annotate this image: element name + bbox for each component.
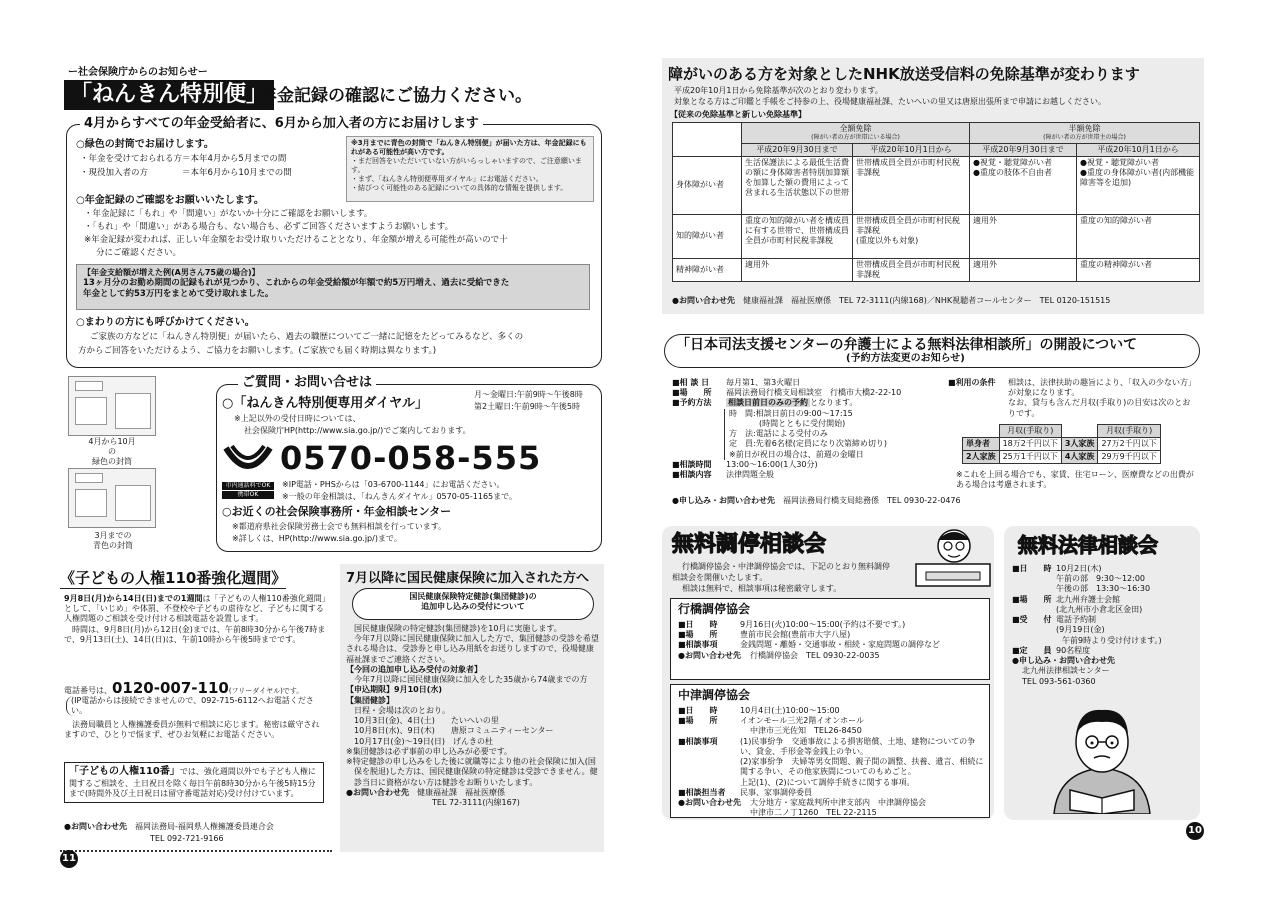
inc-head: 月収(手取り) xyxy=(999,425,1061,438)
v: (9月19日(金) xyxy=(1056,625,1105,635)
row-cell: 重度の知的障がい者 xyxy=(1077,214,1200,258)
nakatsu-details xyxy=(678,706,984,819)
kokuho-group-1: 10月3日(金)、4日(土) たいへいの里 xyxy=(354,716,499,726)
office-heading: ○お近くの社会保険事務所・年金相談センター xyxy=(222,505,452,518)
full-sub: (障がい者の方が世帯にいる場合) xyxy=(811,134,900,141)
kokuho-contact-tel: TEL 72-3111(内線167) xyxy=(432,797,520,807)
outside-hours-2: 社会保険庁HP(http://www.sia.go.jp/)でご案内しております。 xyxy=(244,426,471,435)
v: 豊前市民会館(豊前市大字八屋) xyxy=(740,630,851,640)
k: ■相談事項 xyxy=(678,640,718,650)
page-number-right: 10 xyxy=(1186,822,1204,840)
row-label: 身体障がい者 xyxy=(673,156,742,214)
k: ■受 付 xyxy=(1012,615,1052,625)
kokuho-group-head: 【集団健診】 xyxy=(346,695,394,705)
note-line-1: ・まだ回答をいただいていない方がいらっしゃいますので、ご注意願います。 xyxy=(351,157,582,175)
d: 時 間:相談日前日の9:00～17:15 xyxy=(729,408,853,418)
nhk-full-header xyxy=(742,123,970,144)
jinken-contact xyxy=(64,822,274,832)
nhk-p2: 対象となる方はご印鑑と手帳をご持参の上、役場健康福祉課、たいへいの里又は唐原出張所まで申請にお越しください。 xyxy=(674,97,1106,106)
v: 民事、家事調停委員 xyxy=(740,787,812,797)
houterasu-contact xyxy=(672,496,961,506)
v: 行橋調停協会 TEL 0930-22-0035 xyxy=(750,650,880,660)
nenkin-kicker: ー社会保険庁からのお知らせー xyxy=(68,67,208,78)
k: ■日 時 xyxy=(678,706,718,715)
green-envelope-heading: ○緑色の封筒でお届けします。 xyxy=(76,139,214,150)
houterasu-contact-label: ●申し込み・お問い合わせ先 xyxy=(672,496,775,505)
yukuhashi-heading: 行橋調停協会 xyxy=(678,602,751,616)
outside-hours-1: ※上記以外の受付日時については、 xyxy=(234,414,361,423)
blue-envelope-image xyxy=(68,468,156,528)
k: ■日 時 xyxy=(1012,564,1052,573)
around-heading: ○まわりの方にも呼びかけてください。 xyxy=(76,317,255,328)
row-cell: 生活保護法による最低生活費の額に身体障害者特別加算額を加算した額の費用によって営まれる生活状態以下の世帯 xyxy=(742,156,853,214)
nenkin-title-box: 「ねんきん特別便」 xyxy=(64,80,274,110)
kokuho-note-1: ※集団健診は必ず事前の申し込みが必要です。 xyxy=(346,746,513,756)
ip-note-2: ※一般の年金相談は、「ねんきんダイヤル」0570-05-1165まで。 xyxy=(282,492,517,501)
v: 大分地方・家庭裁判所中津支部内 中津調停協会 xyxy=(750,798,926,808)
jinken-tel-number[interactable]: 0120-007-110 xyxy=(112,679,229,697)
v: 福岡法務局行橋支局相談室 行橋市大橋2-22-10 xyxy=(726,388,902,398)
nhk-table-caption: 【従来の免除基準と新しい免除基準】 xyxy=(670,110,806,119)
row-cell: 適用外 xyxy=(970,214,1077,258)
houterasu-title: 「日本司法支援センターの弁護士による無料法律相談所」の開設について xyxy=(676,337,1138,353)
v: 上記(1)、(2)について調停手続きに関する事項。 xyxy=(740,777,915,787)
houterasu-conditions xyxy=(948,378,1192,419)
v: 相談は、法律扶助の趣旨により、「収入の少ない方」が対象になります。 xyxy=(1008,378,1192,398)
green-line-2: ・現役加入者の方 ＝本年6月から10月までの間 xyxy=(80,168,292,178)
row-label: 知的障がい者 xyxy=(673,214,742,258)
example-head: 【年金支給額が増えた例(A男さん75歳の場合)】 xyxy=(83,268,260,277)
kokuho-group-2: 10月8日(水)、9日(木) 唐原コミュニティーセンター xyxy=(354,726,554,736)
jinken-period: 9月8日(月)から14日(日)までの1週間 xyxy=(64,594,203,603)
row-cell: 重度の知的障がい者を構成員に有する世帯で、世帯構成員全員が市町村民税非課税 xyxy=(742,214,853,258)
blue-caption-1: 3月までの xyxy=(94,531,132,540)
v: 午後の部 13:30～16:30 xyxy=(1056,584,1151,594)
k: ■利用の条件 xyxy=(948,378,996,387)
inc-cell: 25万1千円以下 xyxy=(999,451,1061,464)
kokuho-group-intro: 日程・会場は次のとおり。 xyxy=(354,705,450,715)
blue-envelope-note xyxy=(346,136,594,202)
nhk-corner xyxy=(673,123,742,157)
jinken-tel-line xyxy=(64,679,326,698)
k: ■場 所 xyxy=(672,388,712,398)
jinken-box-rest: では、強化週間以外でも子ども人権に関するご相談を、土日祝日を除く毎日午前8時30分から午後5時15分まで(時間外及び土日祝日は留守番電話対応)受け付けています。 xyxy=(69,767,316,799)
mediator-illustration xyxy=(914,524,992,588)
houterasu-details xyxy=(672,378,942,480)
k: ■相談時間 xyxy=(672,459,712,469)
k: ●お問い合わせ先 xyxy=(678,650,741,660)
confirm-line-2: ・「もれ」や「間違い」がある場合も、ない場合も、必ずご回答くださいますようお願いします。 xyxy=(84,222,454,232)
green-caption-1: 4月から10月の xyxy=(88,437,136,457)
col-old-1: 平成20年9月30日まで xyxy=(742,143,853,156)
v: (2)家事紛争 夫婦等男女問題、親子間の調整、扶養、遺言、相続に関する争い、その他家族間についてのもめごと。 xyxy=(740,757,984,777)
jinken-ip-note: (IP電話からは接続できませんので、092-715-6112へお電話ください。 xyxy=(66,696,324,716)
confirm-line-4: 分にご確認ください。 xyxy=(96,248,182,258)
note-line-3: ・結びつく可能性のある記録についての具体的な情報を提供します。 xyxy=(351,184,568,193)
jinken-box xyxy=(64,762,324,803)
nenkin-title-rest: 年金記録の確認にご協力ください。 xyxy=(260,86,532,106)
jinken-tel-note: (フリーダイヤル)です。 xyxy=(228,687,304,695)
k: ●お問い合わせ先 xyxy=(678,798,741,808)
nhk-title: 障がいのある方を対象としたNHK放送受信料の免除基準が変わります xyxy=(668,65,1140,83)
kokuho-target-head: 【今回の追加申し込み受付の対象者】 xyxy=(346,664,482,674)
logo-top: 市内通話料でOK xyxy=(222,482,274,490)
v: 電話予約制 xyxy=(1056,615,1096,625)
blue-envelope-caption xyxy=(90,531,136,551)
dial-hours-2: 第2土曜日:午前9時～午後5時 xyxy=(474,402,580,411)
dial-hours-1: 月～金曜日:午前9時～午後8時 xyxy=(474,390,583,399)
row-cell: 世帯構成員全員が市町村民税非課税 xyxy=(853,156,970,214)
jinken-box-bold: 「子どもの人権110番」 xyxy=(69,766,180,777)
v: 午前の部 9:30～12:00 xyxy=(1056,574,1146,584)
around-line-2: 方からご回答をいただけるよう、ご協力をお願いします。(ご家族でも届く時期は異なります。) xyxy=(78,346,437,356)
nhk-contact-text: 健康福祉課 福祉医療係 TEL 72-3111(内線168)／NHK視聴者コールセンター TEL 0120-151515 xyxy=(742,296,1111,305)
kokuho-contact-org: 健康福祉課 福祉医療係 xyxy=(416,787,505,797)
row-cell: 適用外 xyxy=(970,258,1077,281)
houterasu-subtitle: (予約方法変更のお知らせ) xyxy=(846,353,965,364)
row-cell: 重度の精神障がい者 xyxy=(1077,258,1200,281)
chotei-intro-3: 相談は無料で、相談事項は秘密厳守します。 xyxy=(682,584,842,593)
row-label: 精神障がい者 xyxy=(673,258,742,281)
nhk-p1: 平成20年10月1日から免除基準が次のとおり変わります。 xyxy=(674,86,883,95)
inc-head: 月収(手取り) xyxy=(1098,425,1160,438)
row-cell: 適用外 xyxy=(742,258,853,281)
nenkin-phone-number[interactable]: 0570-058-555 xyxy=(280,439,542,477)
chotei-intro-2: 相談会を開催いたします。 xyxy=(672,573,768,582)
kokuho-note-2: ※特定健診の申し込みをした後に就職等により他の社会保険に加入(国保を脱退)した方は、国民健康保険の特定健診は受診できません。健診当日に資格がない方は健診をお断りいたします。 xyxy=(346,757,598,787)
col-old-2: 平成20年9月30日まで xyxy=(970,143,1077,156)
inc-cell: 4人家族 xyxy=(1061,451,1098,464)
k: ■場 所 xyxy=(678,716,718,726)
row-cell: ●視覚・聴覚障がい者 ●重度の身体障がい者(内部機能障害等を追加) xyxy=(1077,156,1200,214)
kokuho-contact-label: ●お問い合わせ先 xyxy=(346,787,409,797)
v: となります。 xyxy=(810,398,858,408)
example-box xyxy=(76,264,590,310)
v: 法律問題全般 xyxy=(726,470,774,480)
v: 90名程度 xyxy=(1056,645,1091,655)
full-head: 全額免除 xyxy=(839,124,872,133)
green-line-1: ・年金を受けておられる方＝本年4月から5月までの間 xyxy=(80,154,287,164)
kokuho-subtitle-pill xyxy=(352,588,594,620)
inc-cell: 2人家族 xyxy=(963,451,1000,464)
row-cell: 世帯構成員全員が市町村民税非課税 xyxy=(853,258,970,281)
dial-label: ○「ねんきん特別便専用ダイヤル」 xyxy=(222,396,428,411)
nhk-contact-label: ●お問い合わせ先 xyxy=(672,296,735,305)
jinken-tel-label: 電話番号は、 xyxy=(64,686,112,695)
v: 10月4日(土)10:00～15:00 xyxy=(740,706,840,715)
nenkin-title-bar xyxy=(64,80,604,112)
v: 中津市二ノ丁1260 TEL 22-2115 xyxy=(750,808,877,818)
kokuho-sub-1: 国民健康保険特定健診(集団健診)の xyxy=(409,592,537,601)
half-head: 半額免除 xyxy=(1068,124,1101,133)
k: ■予約方法 xyxy=(672,398,712,408)
d: ※前日が祝日の場合は、前週の金曜日 xyxy=(729,449,864,459)
example-line-1: 13ヶ月分のお勤め期間の記録もれが見つかり、これからの年金受給額が年額で約5万円増え、過去に受給できた xyxy=(83,278,510,289)
v: 毎月第1、第3火曜日 xyxy=(726,378,801,387)
confirm-heading: ○年金記録のご確認をお願いいたします。 xyxy=(76,195,264,206)
blue-caption-2: 青色の封筒 xyxy=(93,541,133,551)
v: 10月2日(木) xyxy=(1056,564,1102,573)
v: TEL 093-561-0360 xyxy=(1022,676,1096,686)
row-cell: 世帯構成員全員が市町村民税非課税 (重度以外も対象) xyxy=(853,214,970,258)
row-cell: ●視覚・聴覚障がい者 ●重度の肢体不自由者 xyxy=(970,156,1077,214)
kokuho-sub-2: 追加申し込みの受付について xyxy=(421,602,525,612)
chotei-intro-1: 行橋調停協会・中津調停協会では、下記のとおり無料調停 xyxy=(682,562,890,571)
jinken-contact-tel: TEL 092-721-9166 xyxy=(150,834,224,843)
income-table xyxy=(962,424,1161,464)
v: 午前9時より受け付けます。) xyxy=(1062,635,1162,645)
jinken-contact-org: 福岡法務局-福岡県人権擁護委員連合会 xyxy=(134,822,274,831)
v: 中津市三光佐知 TEL26-8450 xyxy=(750,726,862,736)
kokuho-deadline: 【申込期限】9月10日(水) xyxy=(346,685,443,695)
office-line-2: ※詳しくは、HP(http://www.sia.go.jp/)まで。 xyxy=(232,534,402,543)
green-envelope-image xyxy=(68,376,156,436)
k: ■相 談 日 xyxy=(672,378,710,387)
k: ■定 員 xyxy=(1012,645,1052,655)
reservation-details xyxy=(724,409,942,460)
k: ●申し込み・お問い合わせ先 xyxy=(1012,656,1115,666)
note-line-2: ・まず、「ねんきん特別便専用ダイヤル」にお電話ください。 xyxy=(351,175,543,184)
jinken-contact-label: ●お問い合わせ先 xyxy=(64,822,127,831)
kokuho-group-3: 10月17日(金)～19日(日) げんきの杜 xyxy=(354,736,494,746)
green-envelope-caption xyxy=(86,437,138,468)
inc-cell: 29万9千円以下 xyxy=(1098,451,1160,464)
v: イオンモール三光2階イオンホール xyxy=(740,716,864,726)
office-line-1: ※都道府県社会保険労務士会でも無料相談を行っています。 xyxy=(232,522,447,531)
jinken-p2: 時間は、9月8日(月)から12日(金)までは、午前8時30分から午後7時まで、9月13日(土)、14日(日)は、午前10時から午後5時までです。 xyxy=(64,624,326,644)
nhk-half-header xyxy=(970,123,1200,144)
jinken-divider xyxy=(60,850,332,852)
kokuho-p2: 今年7月以降に国民健康保険に加入した方で、集団健診の受診を希望される場合は、受診券と申し込み用紙をお送りしますので、役場健康福祉課までご連絡ください。 xyxy=(346,634,599,664)
col-new-2: 平成20年10月1日から xyxy=(1077,143,1200,156)
nhk-contact xyxy=(672,296,1110,306)
chotei-title: 無料調停相談会 xyxy=(672,532,827,557)
kokuho-title: 7月以降に国民健康保険に加入された方へ xyxy=(346,571,590,586)
inc-cell: 3人家族 xyxy=(1061,438,1098,451)
kokuho-body xyxy=(346,624,600,808)
k: ■相談事項 xyxy=(678,736,718,746)
houterasu-cond3: ※これを上回る場合でも、家賃、住宅ローン、医療費などの出費がある場合は考慮されます。 xyxy=(956,470,1194,490)
jinken-title: 《子どもの人権110番強化週間》 xyxy=(60,569,287,587)
k: ■場 所 xyxy=(1012,594,1052,604)
contact-heading: ご質問・お問い合せは xyxy=(238,375,376,392)
reading-man-illustration xyxy=(1040,706,1164,814)
inc-cell: 18万2千円以下 xyxy=(999,438,1061,451)
d: (時間とともに受付開始) xyxy=(759,418,846,428)
k: ■相談内容 xyxy=(672,470,712,480)
jinken-p1: は「子どもの人権110番強化週間」として、「いじめ」や体罰、不登校や子どもの虐待など、子どもに関する人権問題のご相談を受け付ける相談電話を設置します。 xyxy=(64,594,326,624)
houterasu-contact-text: 福岡法務局行橋支局総務係 TEL 0930-22-0476 xyxy=(782,496,961,505)
horitsu-title: 無料法律相談会 xyxy=(1018,533,1158,557)
free-dial-logo xyxy=(222,444,274,499)
page-number-left: 11 xyxy=(60,850,78,868)
navi-dial-icon xyxy=(222,444,274,478)
nhk-table xyxy=(672,122,1200,282)
inc-cell: 27万2千円以下 xyxy=(1098,438,1160,451)
note-head: ※3月までに青色の封筒で「ねんきん特別便」が届いた方は、年金記録にもれがある可能性が高い方です。 xyxy=(351,139,587,157)
v: 9月16日(火)10:00～15:00(予約は不要です。) xyxy=(740,620,906,629)
half-sub: (障がい者の方が世帯主の場合) xyxy=(1043,134,1126,141)
v: (1)民事紛争 交通事故による損害賠償、土地、建物についての争い、貸金、手形金等金銭上の争い。 xyxy=(740,736,976,756)
v: 金銭問題・離婚・交通事故・相続・家庭問題の調停など xyxy=(740,640,940,650)
v: なお、貸与も含んだ月収(手取り)の目安は次のとおりです。 xyxy=(1008,398,1191,418)
confirm-line-3: ※年金記録が変われば、正しい年金額をお受け取りいただけることとなり、年金額が増える可能性が高いので十 xyxy=(84,235,508,245)
v: 北九州弁護士会館 xyxy=(1056,594,1120,604)
v: 相談日前日のみの予約 xyxy=(728,398,808,408)
kokuho-p1: 国民健康保険の特定健診(集団健診)を10月に実施します。 xyxy=(354,624,562,633)
kokuho-target: 今年7月以降に国民健康保険に加入をした35歳から74歳までの方 xyxy=(354,675,588,685)
inc-cell: 単身者 xyxy=(963,438,1000,451)
nakatsu-heading: 中津調停協会 xyxy=(678,688,751,702)
v: (北九州市小倉北区金田) xyxy=(1056,604,1143,614)
v: 13:00～16:00(1人30分) xyxy=(726,459,818,469)
yukuhashi-details xyxy=(678,620,984,661)
d: 方 法:電話による受付のみ xyxy=(729,429,828,439)
logo-bottom: 携帯OK xyxy=(222,491,274,499)
k: ■相談担当者 xyxy=(678,787,726,797)
nenkin-subtitle: 4月からすべての年金受給者に、6月から加入者の方にお届けします xyxy=(80,116,483,133)
col-new-1: 平成20年10月1日から xyxy=(853,143,970,156)
jinken-p3: 法務局職員と人権擁護委員が無料で相談に応じます。秘密は厳守されますので、ひとりで悩まず、ぜひお気軽にお電話ください。 xyxy=(64,720,320,740)
around-line-1: ご家族の方などに「ねんきん特別便」が届いたら、過去の職歴についてご一緒に記憶をたどってみるなど、多くの xyxy=(90,332,524,342)
horitsu-details xyxy=(1012,564,1198,687)
confirm-line-1: ・年金記録に「もれ」や「間違い」がないか十分にご確認をお願いします。 xyxy=(84,209,373,219)
example-line-2: 年金として約53万円をまとめて受け取れました。 xyxy=(83,289,274,300)
k: ■場 所 xyxy=(678,630,718,640)
jinken-body xyxy=(64,594,326,645)
d: 定 員:先着6名様(定員になり次第締め切り) xyxy=(729,439,888,449)
green-caption-2: 緑色の封筒 xyxy=(92,457,132,467)
k: ■日 時 xyxy=(678,620,718,629)
v: 北九州法律相談センター xyxy=(1022,666,1110,676)
ip-note-1: ※IP電話・PHSからは「03-6700-1144」にお電話ください。 xyxy=(282,480,505,489)
